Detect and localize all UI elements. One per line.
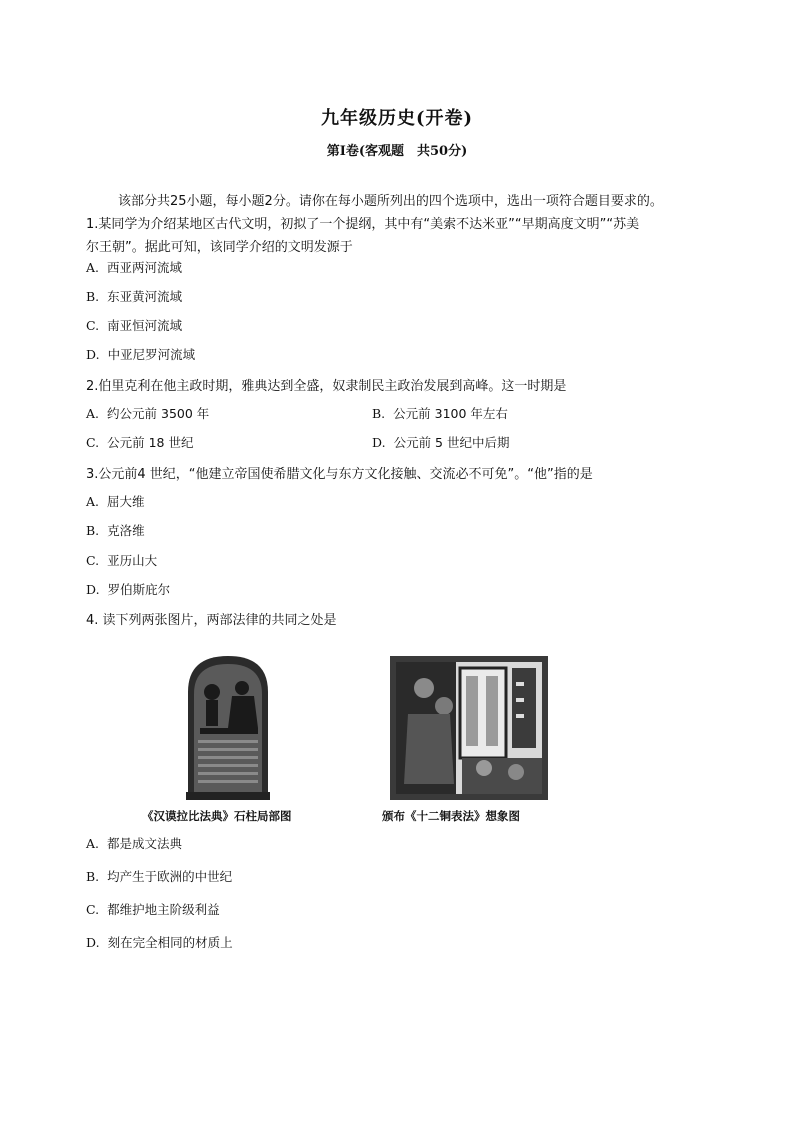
- question-1-stem-line-1: 1.某同学为介绍某地区古代文明，初拟了一个提纲，其中有“美索不达米亚”“早期高度文明”“苏美: [86, 217, 640, 232]
- question-3-option-d[interactable]: D. 罗伯斯庇尔: [86, 582, 171, 597]
- question-4-option-a[interactable]: A. 都是成文法典: [86, 836, 183, 851]
- twelve-tables-caption: 颁布《十二铜表法》想象图: [382, 809, 520, 823]
- question-2-option-b[interactable]: B. 公元前 3100 年左右: [372, 406, 508, 421]
- hammurabi-stele-image: [182, 652, 274, 800]
- question-1-stem-line-2: 尔王朝”。据此可知，该同学介绍的文明发源于: [86, 240, 353, 255]
- question-3-option-a[interactable]: A. 屈大维: [86, 494, 145, 509]
- section-subtitle: 第Ⅰ卷(客观题 共50分): [326, 144, 468, 159]
- question-2-stem: 2.伯里克利在他主政时期，雅典达到全盛，奴隶制民主政治发展到高峰。这一时期是: [86, 379, 567, 394]
- question-4-stem: 4. 读下列两张图片，两部法律的共同之处是: [86, 613, 337, 628]
- question-2-option-c[interactable]: C. 公元前 18 世纪: [86, 435, 194, 450]
- twelve-tables-scene-image: [388, 654, 550, 802]
- question-3-option-c[interactable]: C. 亚历山大: [86, 553, 158, 568]
- hammurabi-caption: 《汉谟拉比法典》石柱局部图: [142, 809, 292, 823]
- question-3-option-b[interactable]: B. 克洛维: [86, 523, 145, 538]
- question-2-option-a[interactable]: A. 约公元前 3500 年: [86, 406, 210, 421]
- page-title: 九年级历史(开卷): [320, 108, 474, 129]
- question-4-option-c[interactable]: C. 都维护地主阶级利益: [86, 902, 220, 917]
- question-3-stem: 3.公元前4 世纪，“他建立帝国使希腊文化与东方文化接触、交流必不可免”。“他”指的是: [86, 467, 593, 482]
- question-1-option-b[interactable]: B. 东亚黄河流域: [86, 289, 183, 304]
- question-1-option-c[interactable]: C. 南亚恒河流域: [86, 318, 183, 333]
- question-4-figures: [86, 652, 646, 832]
- question-1-option-a[interactable]: A. 西亚两河流域: [86, 260, 183, 275]
- question-4-option-d[interactable]: D. 刻在完全相同的材质上: [86, 935, 233, 950]
- question-4-option-b[interactable]: B. 均产生于欧洲的中世纪: [86, 869, 233, 884]
- section-instructions: 该部分共25小题，每小题2分。请你在每小题所列出的四个选项中，选出一项符合题目要求的。: [118, 194, 663, 209]
- question-1-option-d[interactable]: D. 中亚尼罗河流域: [86, 347, 196, 362]
- question-2-option-d[interactable]: D. 公元前 5 世纪中后期: [372, 435, 510, 450]
